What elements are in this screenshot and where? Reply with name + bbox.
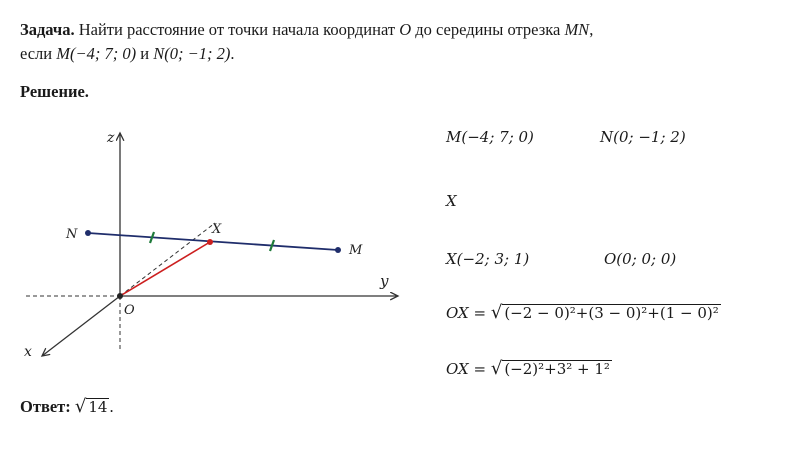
- formula-n-coords: N(0; −1; 2): [600, 128, 686, 146]
- formula-x-label: X: [446, 192, 457, 210]
- task-origin-point: O: [399, 20, 412, 39]
- x-axis: [42, 296, 120, 356]
- task-text: Найти расстояние от точки начала координат: [74, 20, 400, 39]
- segment-ox: [120, 242, 210, 296]
- point-m-dot: [335, 247, 341, 253]
- formula-o-coords: O(0; 0; 0): [604, 250, 677, 268]
- point-m-label: M: [349, 243, 363, 258]
- formula-x-coords: X(−2; 3; 1): [446, 250, 530, 268]
- answer-punct: .: [109, 397, 114, 416]
- task-point-n: N(0; −1; 2): [153, 44, 231, 63]
- radicand-1: (−2 − 0)²+(3 − 0)²+(1 − 0)²: [504, 304, 719, 322]
- formula-m-coords: M(−4; 7; 0): [446, 128, 534, 146]
- task-point-m: M(−4; 7; 0): [56, 44, 137, 63]
- origin-dot: [117, 293, 123, 299]
- origin-label: O: [124, 303, 135, 318]
- point-x-label: X: [212, 222, 222, 237]
- task-text-and: и: [136, 44, 154, 63]
- x-axis-label: x: [24, 344, 32, 360]
- z-axis-label: z: [107, 130, 115, 146]
- answer-label: Ответ:: [20, 397, 71, 416]
- task-segment: MN: [564, 20, 590, 39]
- solution-heading: Решение.: [20, 82, 89, 101]
- point-x-dot: [207, 239, 213, 245]
- formula-ox-expanded: OX = √ (−2 − 0)²+(3 − 0)²+(1 − 0)²: [446, 302, 719, 323]
- point-n-dot: [85, 230, 91, 236]
- task-punct: ,: [589, 20, 594, 39]
- radicand-2: (−2)²+3² + 1²: [504, 360, 610, 378]
- task-punct-end: .: [230, 44, 235, 63]
- task-label: Задача.: [20, 20, 75, 39]
- formula-ox-simplified: OX = √ (−2)²+3² + 1²: [446, 358, 610, 379]
- point-n-label: N: [66, 227, 78, 242]
- answer: Ответ: √ 14 .: [20, 396, 114, 417]
- task-text-if: если: [20, 44, 57, 63]
- y-axis-label: y: [380, 272, 389, 290]
- answer-value: 14: [88, 398, 108, 416]
- task-text-tail: до середины отрезка: [411, 20, 565, 39]
- x-axis-negative: [120, 223, 215, 296]
